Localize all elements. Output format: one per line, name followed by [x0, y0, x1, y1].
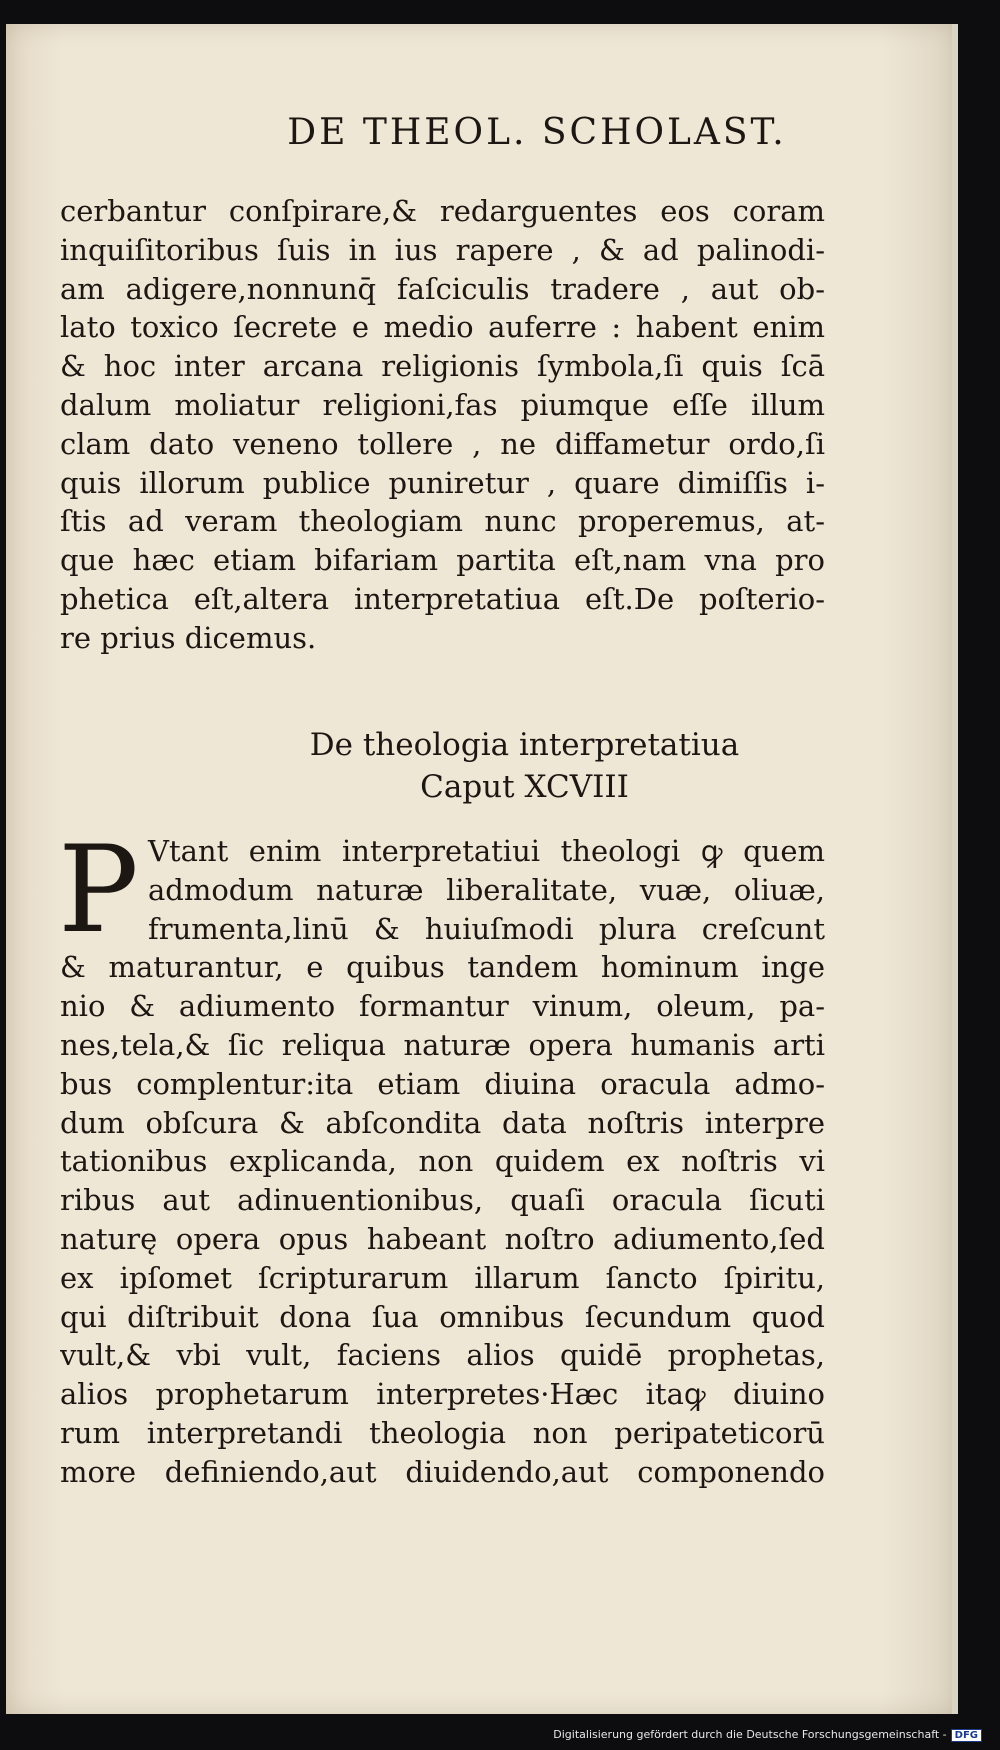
text-line: clam dato veneno tollere , ne diffametur ordo,ſi [60, 426, 825, 461]
text-line: ribus aut adinuentionibus, quaſi oracula ſicuti [60, 1183, 825, 1218]
chapter-heading [6, 724, 958, 808]
top-text-block [60, 192, 825, 658]
dfg-logo: DFG [951, 1729, 982, 1742]
text-line: dum obſcura & abſcondita data noſtris interpre [60, 1105, 825, 1140]
text-line: vult,& vbi vult, faciens alios quidē prophetas, [60, 1338, 825, 1373]
text-line: alios prophetarum interpretes·Hæc itaꝙ diuino [60, 1377, 825, 1412]
footer-credit-text: Digitalisierung gefördert durch die Deutsche Forschungsgemeinschaft - [553, 1728, 947, 1741]
text-line: qui diſtribuit dona ſua omnibus ſecundum quod [60, 1299, 825, 1334]
text-line: que hæc etiam bifariam partita eſt,nam vna pro [60, 543, 825, 578]
text-line: tationibus explicanda, non quidem ex noſtris vi [60, 1144, 825, 1179]
text-line: cerbantur conſpirare,& redarguentes eos coram [60, 194, 825, 228]
text-line: rum interpretandi theologia non peripateticorū [60, 1415, 825, 1450]
text-line: admodum naturæ liberalitate, vuæ, oliuæ, [148, 872, 825, 907]
text-line: lato toxico ſecrete e medio auferre : habent enim [60, 310, 825, 345]
text-line: naturę opera opus habeant noſtro adiumento,ſed [60, 1221, 825, 1256]
book-page [6, 24, 958, 1714]
page-edge [952, 24, 958, 1714]
text-line: inquiſitoribus ſuis in ius rapere , & ad palinodi- [60, 232, 825, 267]
text-line: quis illorum publice puniretur , quare dimiſſis i- [60, 465, 825, 500]
text-line: more definiendo,aut diuidendo,aut componendo [60, 1454, 825, 1489]
text-line: nes,tela,& ſic reliqua naturæ opera humanis arti [60, 1027, 825, 1062]
text-line: phetica eſt,altera interpretatiua eſt.De poſterio- [60, 581, 825, 616]
text-line: & hoc inter arcana religionis ſymbola,ſi quis ſcā [60, 349, 825, 384]
text-line: Vtant enim interpretatiui theologi ꝙ quem [148, 834, 825, 868]
chapter-title: De theologia interpretatiua [309, 727, 740, 763]
text-line: frumenta,linū & huiuſmodi plura creſcunt [148, 911, 825, 946]
drop-capital: P [58, 821, 139, 960]
text-line: ſtis ad veram theologiam nunc properemus, at- [60, 504, 825, 539]
chapter-number: Caput XCVIII [420, 769, 629, 805]
running-head: DE THEOL. SCHOLAST. [287, 112, 787, 153]
text-line: ex ipſomet ſcripturarum illarum ſancto ſpiritu, [60, 1260, 825, 1295]
text-line: bus complentur:ita etiam diuina oracula admo- [60, 1066, 825, 1101]
text-line: & maturantur, e quibus tandem hominum inge [60, 950, 825, 985]
footer-bar [0, 1716, 1000, 1750]
text-line: dalum moliatur religioni,fas piumque eſſe illum [60, 387, 825, 422]
footer-credit [553, 1728, 982, 1742]
text-line: nio & adiumento formantur vinum, oleum, pa- [60, 989, 825, 1024]
text-line: am adigere,nonnunq̄ faſciculis tradere , aut ob- [60, 271, 825, 306]
text-line: re prius dicemus. [60, 620, 317, 655]
body-text-block [58, 821, 825, 1492]
